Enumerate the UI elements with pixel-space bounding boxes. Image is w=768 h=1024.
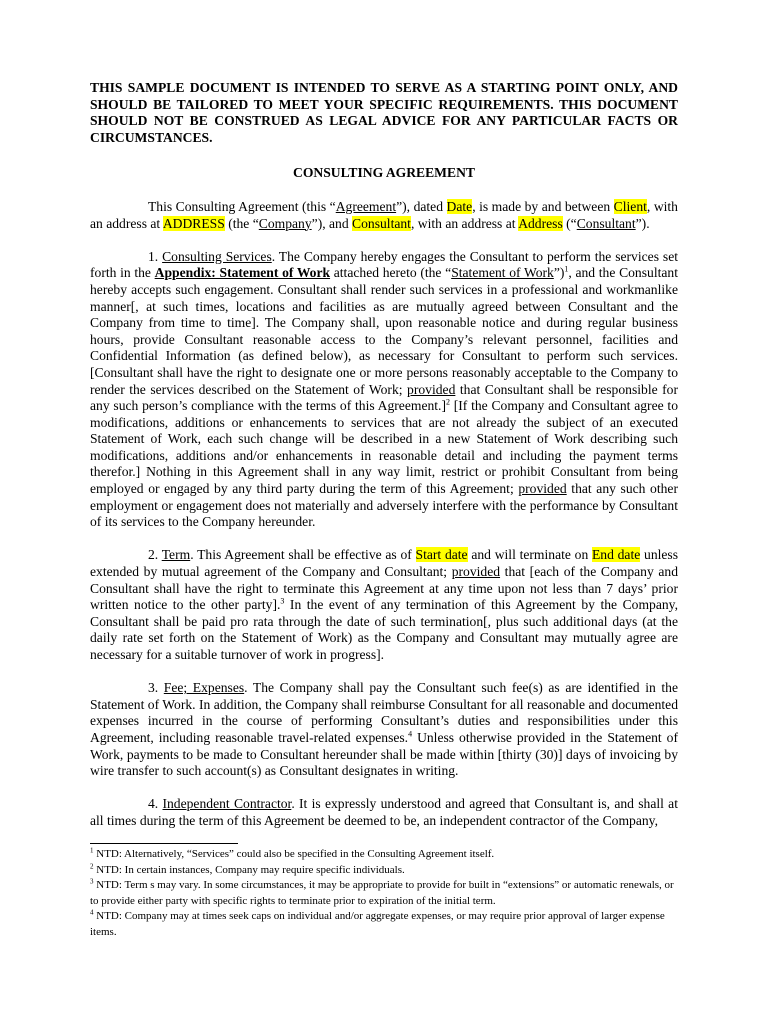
- document-page: [90, 80, 678, 830]
- section-4-heading: Independent Contractor: [162, 796, 292, 812]
- footnote-separator: [90, 843, 238, 844]
- defined-term-sow: Statement of Work: [451, 265, 554, 281]
- placeholder-client-address: ADDRESS: [162, 215, 225, 231]
- placeholder-start-date: Start date: [415, 547, 468, 563]
- placeholder-client: Client: [613, 198, 647, 214]
- footnote-ref-2: 2: [445, 397, 450, 407]
- appendix-reference: Appendix: Statement of Work: [154, 265, 331, 281]
- section-1-heading: Consulting Services: [162, 248, 272, 264]
- placeholder-end-date: End date: [592, 547, 641, 563]
- defined-term-consultant: Consultant: [576, 215, 636, 231]
- footnote: $^4$ NTD: Company may at times seek caps on individual and/or aggregate expenses, or may require prior approval of larger expense items.: [90, 908, 665, 938]
- section-1-consulting-services: 1. Consulting Services. The Company hereby engages the Consultant to perform the services set forth in the Appendix: Statement of Work attached hereto (the “Statement of Work”)$^1$, and the Consultant hereby accepts such engagement. Consultant shall render such services in a professional and workmanlike manner[, at such times, locations and facilities as are mutually agreed between Consultant and the Company from time to time]. The Company shall, upon reasonable notice and during regular business hours, provide Consultant reasonable access to the Company’s relevant personnel, facilities and Confidential Information (as defined below), as necessary for Consultant to perform such services. [Consultant shall have the right to designate one or more persons reasonably acceptable to the Company to render the services described on the Statement of Work; provided that Consultant shall be responsible for any such person’s compliance with the terms of this Agreement.]$^2$ [If the Company and Consultant agree to modifications, additions or enhancements to services that are not already the subject of an executed Statement of Work, each such change will be described in a new Statement of Work describing such modifications, additions and/or enhancements in reasonable detail and including the payment terms therefor.] Nothing in this Agreement shall in any way limit, restrict or prohibit Consultant from being employed or engaged by any third party during the term of this Agreement; provided that any such other employment or engagement does not materially and adversely interfere with the performance by Consultant of its services to the Company hereunder.: [90, 248, 678, 530]
- footnote: $^3$ NTD: Term s may vary. In some circumstances, it may be appropriate to provide for built in “extensions” or automatic renewals, or to provide either party with specific rights to terminate prior to expiration of the initial term.: [90, 877, 674, 907]
- section-2-heading: Term: [161, 547, 191, 563]
- section-4-independent-contractor: 4. Independent Contractor. It is expressly understood and agreed that Consultant is, and shall at all times during the term of this Agreement be deemed to be, an independent contractor of the Company,: [90, 796, 678, 828]
- placeholder-consultant: Consultant: [352, 215, 411, 231]
- defined-term-company: Company: [258, 215, 312, 231]
- document-title: CONSULTING AGREEMENT: [293, 165, 475, 181]
- footnotes: [90, 847, 678, 941]
- section-3-fee-expenses: 3. Fee; Expenses. The Company shall pay the Consultant such fee(s) as are identified in the Statement of Work. In addition, the Company shall reimburse Consultant for all reasonable and documented expenses incurred in the course of performing Consultant’s duties and responsibilities under this Agreement, including reasonable travel-related expenses.$^4$ Unless otherwise provided in the Statement of Work, payments to be made to Consultant hereunder shall be made within [thirty (30)] days of invoicing by wire transfer to such account(s) as Consultant designates in writing.: [90, 680, 678, 779]
- section-3-heading: Fee; Expenses: [163, 680, 245, 696]
- disclaimer: THIS SAMPLE DOCUMENT IS INTENDED TO SERVE AS A STARTING POINT ONLY, AND SHOULD BE TAILORED TO MEET YOUR SPECIFIC REQUIREMENTS. THIS DOCUMENT SHOULD NOT BE CONSTRUED AS LEGAL ADVICE FOR ANY PARTICULAR FACTS OR CIRCUMSTANCES.: [90, 80, 678, 145]
- footnote: $^2$ NTD: In certain instances, Company may require specific individuals.: [90, 861, 405, 876]
- defined-term-agreement: Agreement: [335, 198, 397, 214]
- placeholder-date: Date: [446, 198, 473, 214]
- intro-paragraph: This Consulting Agreement (this “Agreement”), dated Date, is made by and between Client, with an address at ADDRESS (the “Company”), and Consultant, with an address at Address (“Consultant”).: [90, 198, 678, 231]
- footnote: $^1$ NTD: Alternatively, “Services” could also be specified in the Consulting Agreement itself.: [90, 846, 495, 860]
- footnote-ref-4: 4: [408, 729, 413, 739]
- footnote-ref-1: 1: [564, 264, 569, 274]
- section-2-term: 2. Term. This Agreement shall be effective as of Start date and will terminate on End date unless extended by mutual agreement of the Company and Consultant; provided that [each of the Company and Consultant shall have the right to terminate this Agreement at any time upon not less than 7 days’ prior written notice to the other party].$^3$ In the event of any termination of this Agreement by the Company, Consultant shall be paid pro rata through the date of such termination[, plus such additional days (at the daily rate set forth on the Statement of Work) as the Company and Consultant may mutually agree are necessary for a suitable turnover of work in progress].: [90, 547, 679, 662]
- placeholder-consultant-address: Address: [518, 215, 563, 231]
- footnote-ref-3: 3: [280, 596, 285, 606]
